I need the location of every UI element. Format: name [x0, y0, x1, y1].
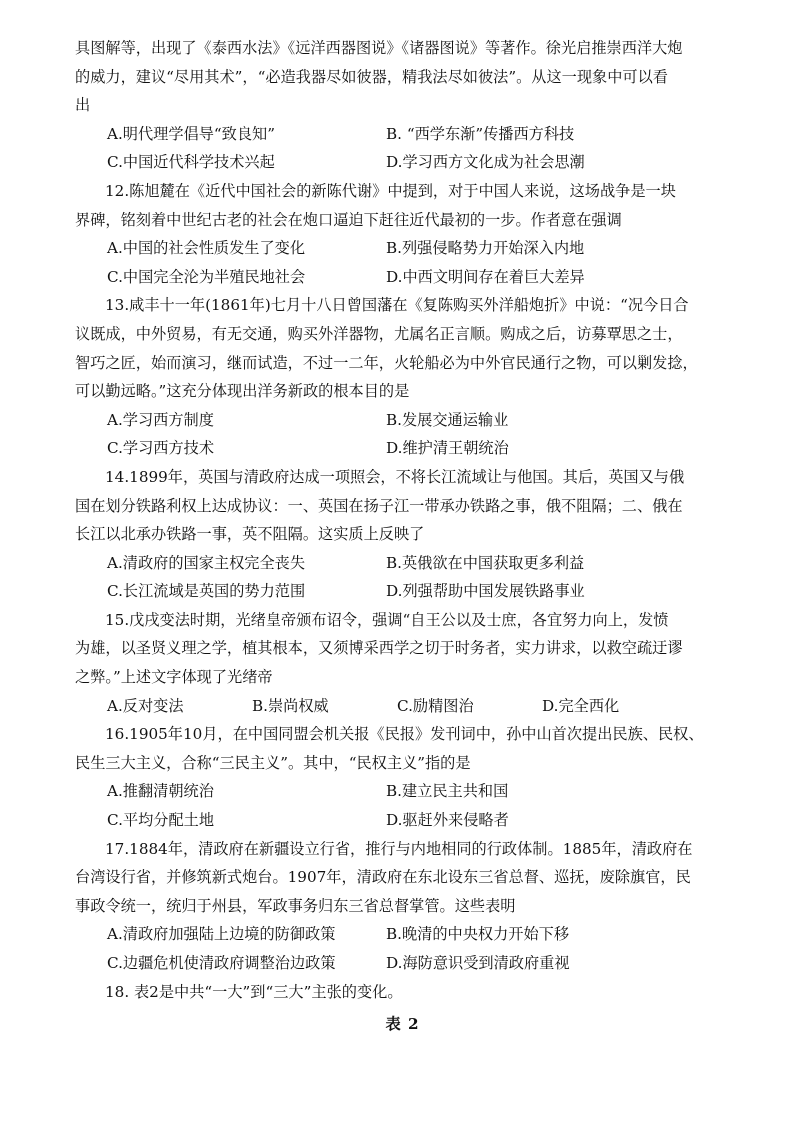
options-row: [75, 406, 730, 435]
stem-line: 13.咸丰十一年(1861年)七月十八日曾国藩在《复陈购买外洋船炮折》中说：“况今日合: [105, 296, 689, 315]
stem-line: 界碑，铭刻着中世纪古老的社会在炮口逼迫下赶往近代最初的一步。作者意在强调: [75, 210, 622, 229]
stem-line: 议既成，中外贸易，有无交通，购买外洋器物，尤属名正言顺。购成之后，访募覃思之士，: [75, 324, 683, 343]
option-a: A.明代理学倡导“致良知”: [107, 124, 276, 143]
question-13: [75, 291, 730, 463]
page-content: [75, 34, 730, 1039]
stem-line: 14.1899年，英国与清政府达成一项照会，不将长江流域让与他国。其后，英国又与俄: [105, 467, 685, 486]
option-b: B. “西学东渐”传播西方科技: [386, 124, 575, 143]
options-row: [75, 692, 730, 721]
options-row: [75, 234, 730, 263]
stem-line: 16.1905年10月，在中国同盟会机关报《民报》发刊词中，孙中山首次提出民族、民权、: [105, 725, 704, 744]
question-stem: [75, 177, 730, 234]
question-18: [75, 978, 730, 1039]
question-stem: 18. 表2是中共“一大”到“三大”主张的变化。: [105, 982, 403, 1001]
option-c: C.学习西方技术: [107, 439, 215, 458]
option-c: C.中国近代科学技术兴起: [107, 153, 275, 172]
stem-line: 17.1884年，清政府在新疆设立行省，推行与内地相同的行政体制。1885年，清政府在: [105, 839, 693, 858]
stem-line: 智巧之匠，始而演习，继而试造，不过一二年，火轮船必为中外官民通行之物，可以剿发捻，: [75, 353, 698, 372]
option-d: D.学习西方文化成为社会思潮: [386, 153, 585, 172]
options-row: [75, 577, 730, 606]
question-12: [75, 177, 730, 291]
stem-line: 国在划分铁路利权上达成协议：一、英国在扬子江一带承办铁路之事，俄不阻隔；二、俄在: [75, 496, 683, 515]
stem-line: 可以勤远略。”这充分体现出洋务新政的根本目的是: [75, 382, 410, 401]
options-row: [75, 549, 730, 578]
stem-line: 台湾设行省，并修筑新式炮台。1907年，清政府在东北设东三省总督、巡抚，废除旗官，民: [75, 868, 691, 887]
stem-line: 为雄，以圣贤义理之学，植其根本，又须博采西学之切于时务者，实力讲求，以救空疏迂谬: [75, 639, 683, 658]
option-b: B.晚清的中央权力开始下移: [386, 925, 570, 944]
question-17: [75, 835, 730, 978]
options-row: [75, 949, 730, 978]
options-row: [75, 120, 730, 149]
option-a: A.推翻清朝统治: [107, 782, 214, 801]
option-b: B.发展交通运输业: [386, 410, 509, 429]
stem-line: 长江以北承办铁路一事，英不阻隔。这实质上反映了: [75, 525, 425, 544]
question-16: [75, 720, 730, 834]
option-d: D.列强帮助中国发展铁路事业: [386, 582, 585, 601]
question-stem: [75, 835, 730, 921]
option-c: C.边疆危机使清政府调整治边政策: [107, 954, 336, 972]
question-stem: [75, 606, 730, 692]
table-caption: 表 2: [385, 1015, 420, 1034]
option-d: D.驱赶外来侵略者: [386, 811, 509, 830]
question-15: [75, 606, 730, 720]
question-stem: [75, 291, 730, 405]
stem-line: 15.戊戌变法时期，光绪皇帝颁布诏令，强调“自王公以及士庶，各宜努力向上，发愤: [105, 610, 669, 629]
option-b: B.崇尚权威: [252, 696, 329, 715]
options-row: [75, 263, 730, 292]
question-11: [75, 34, 730, 177]
option-d: D.维护清王朝统治: [386, 439, 509, 458]
stem-line: 出: [75, 96, 91, 115]
stem-line: 事政令统一，统归于州县，军政事务归东三省总督掌管。这些表明: [75, 896, 516, 915]
stem-line: 之弊。”上述文字体现了光绪帝: [75, 668, 273, 687]
option-a: A.反对变法: [107, 696, 184, 715]
question-stem: [75, 720, 730, 777]
option-c: C.平均分配土地: [107, 811, 215, 830]
option-a: A.清政府加强陆上边境的防御政策: [107, 925, 336, 944]
stem-line: 具图解等，出现了《泰西水法》《远洋西器图说》《诸器图说》等著作。徐光启推崇西洋大炮: [75, 39, 683, 57]
option-d: D.完全西化: [542, 696, 620, 715]
option-b: B.建立民主共和国: [386, 782, 509, 801]
options-row: [75, 434, 730, 463]
question-stem: [75, 34, 730, 120]
option-d: D.中西文明间存在着巨大差异: [386, 267, 585, 286]
option-b: B.英俄欲在中国获取更多利益: [386, 553, 585, 572]
question-stem: [75, 463, 730, 549]
options-row: [75, 806, 730, 835]
option-a: A.学习西方制度: [107, 410, 214, 429]
option-d: D.海防意识受到清政府重视: [386, 954, 570, 972]
option-c: C.励精图治: [397, 696, 474, 715]
options-row: [75, 920, 730, 949]
question-14: [75, 463, 730, 606]
stem-line: 民生三大主义，合称“三民主义”。其中，“民权主义”指的是: [75, 753, 471, 772]
option-c: C.长江流域是英国的势力范围: [107, 582, 306, 601]
options-row: [75, 777, 730, 806]
option-a: A.中国的社会性质发生了变化: [107, 239, 306, 258]
options-row: [75, 148, 730, 177]
option-c: C.中国完全沦为半殖民地社会: [107, 267, 306, 286]
option-a: A.清政府的国家主权完全丧失: [107, 553, 306, 572]
option-b: B.列强侵略势力开始深入内地: [386, 239, 585, 258]
stem-line: 的威力，建议“尽用其术”，“必造我器尽如彼器，精我法尽如彼法”。从这一现象中可以看: [75, 67, 668, 86]
stem-line: 12.陈旭麓在《近代中国社会的新陈代谢》中提到，对于中国人来说，这场战争是一块: [105, 181, 676, 200]
